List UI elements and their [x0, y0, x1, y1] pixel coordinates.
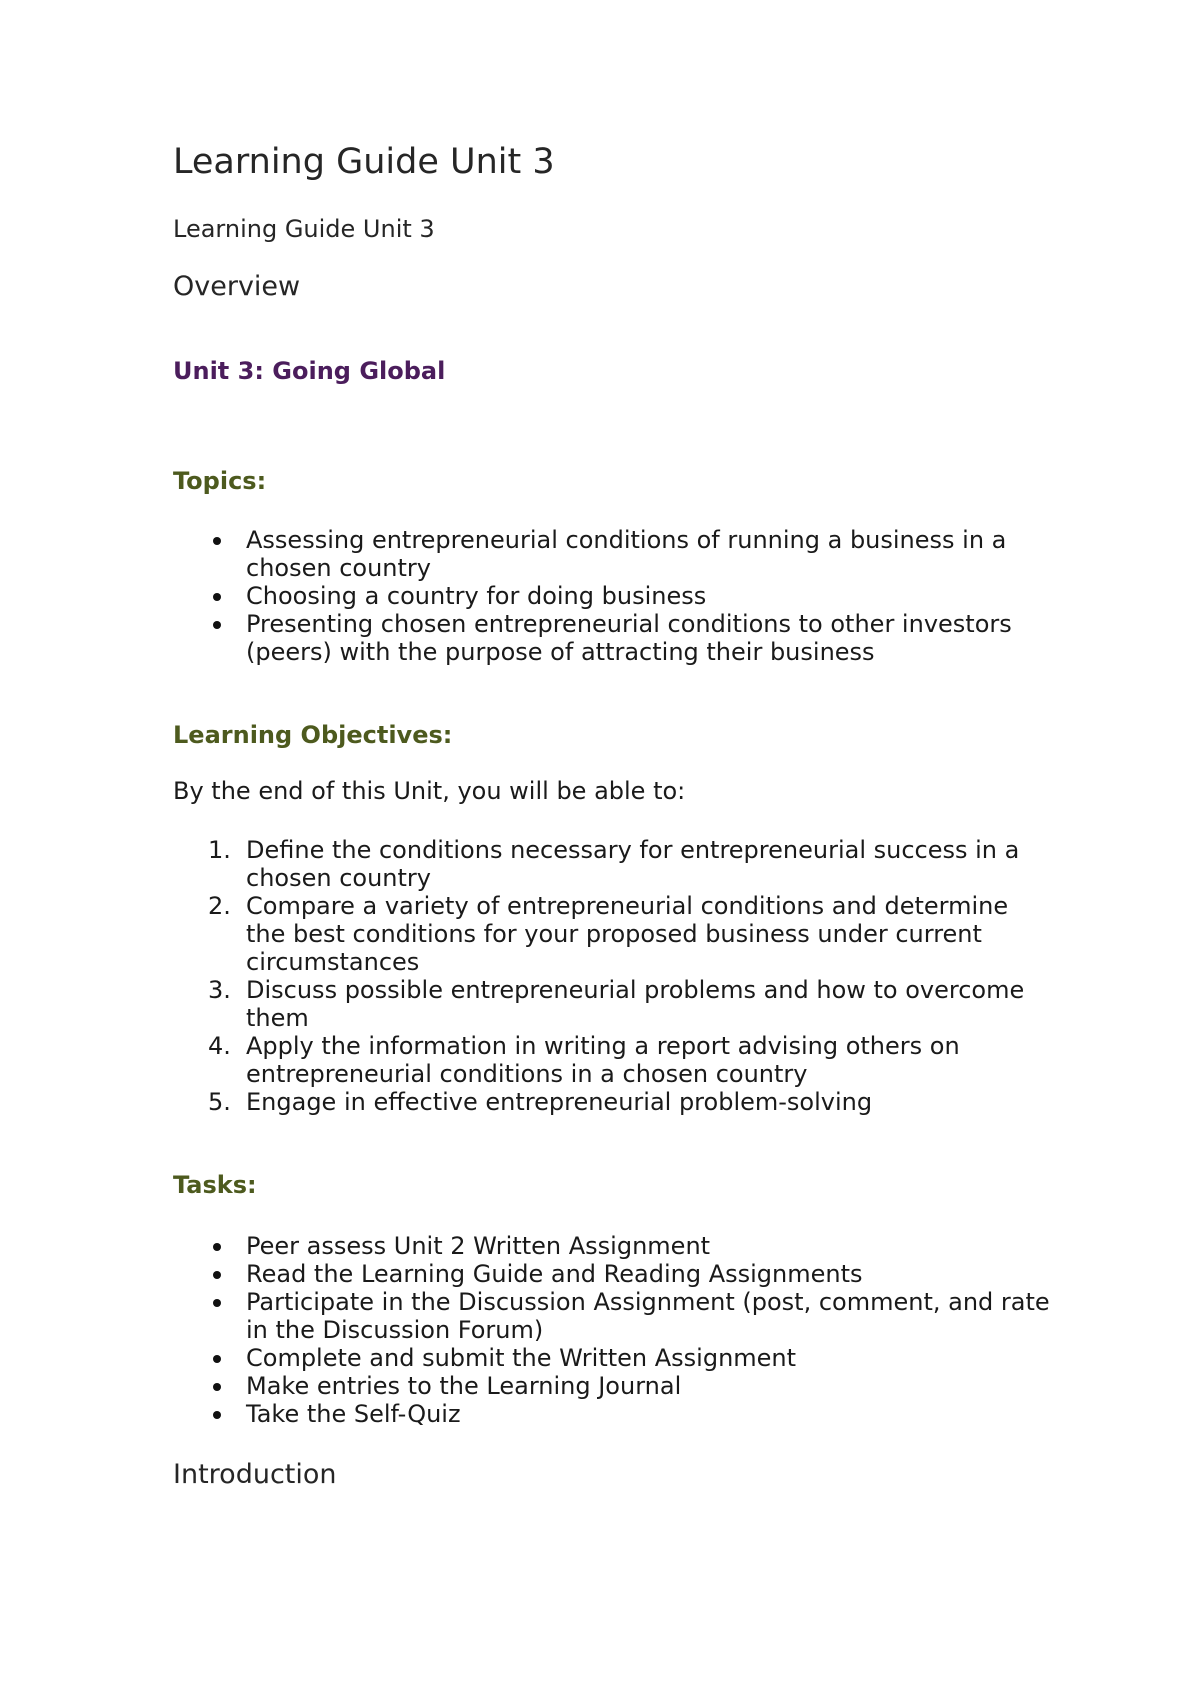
list-item-text: Engage in effective entrepreneurial problem-solving: [246, 1088, 873, 1116]
introduction-heading: Introduction: [173, 1459, 337, 1490]
objectives-intro: By the end of this Unit, you will be able to:: [173, 777, 686, 805]
list-item: Peer assess Unit 2 Written Assignment: [173, 1232, 1053, 1260]
unit-heading: Unit 3: Going Global: [173, 357, 446, 385]
objectives-list: [173, 836, 1053, 1116]
list-item-text: Compare a variety of entrepreneurial conditions and determine the best conditions for your proposed business under current circumstances: [246, 892, 1009, 976]
list-number: 3.: [208, 976, 231, 1004]
list-item: [173, 1088, 1053, 1116]
overview-heading: Overview: [173, 271, 301, 302]
tasks-heading: Tasks:: [173, 1171, 257, 1199]
objectives-heading: Learning Objectives:: [173, 721, 453, 749]
list-number: 5.: [208, 1088, 231, 1116]
tasks-list: [173, 1232, 1053, 1428]
list-item: Make entries to the Learning Journal: [173, 1372, 1053, 1400]
list-item: [173, 976, 1053, 1032]
document-subtitle: Learning Guide Unit 3: [173, 215, 435, 243]
list-item-text: Define the conditions necessary for entrepreneurial success in a chosen country: [246, 836, 1020, 892]
list-item-text: Discuss possible entrepreneurial problems and how to overcome them: [246, 976, 1025, 1032]
document-title: Learning Guide Unit 3: [173, 142, 555, 182]
list-item: Participate in the Discussion Assignment (post, comment, and rate in the Discussion Forum): [173, 1288, 1053, 1344]
list-number: 2.: [208, 892, 231, 920]
list-item: Take the Self-Quiz: [173, 1400, 1053, 1428]
list-item: Presenting chosen entrepreneurial conditions to other investors (peers) with the purpose of attracting their business: [173, 610, 1053, 666]
list-item: [173, 1032, 1053, 1088]
list-item: Assessing entrepreneurial conditions of running a business in a chosen country: [173, 526, 1053, 582]
list-item-text: Apply the information in writing a report advising others on entrepreneurial conditions in a chosen country: [246, 1032, 960, 1088]
list-number: 4.: [208, 1032, 231, 1060]
topics-heading: Topics:: [173, 467, 267, 495]
list-number: 1.: [208, 836, 231, 864]
topics-list: [173, 526, 1053, 666]
list-item: Choosing a country for doing business: [173, 582, 1053, 610]
list-item: [173, 836, 1053, 892]
list-item: Complete and submit the Written Assignment: [173, 1344, 1053, 1372]
list-item: [173, 892, 1053, 976]
list-item: Read the Learning Guide and Reading Assignments: [173, 1260, 1053, 1288]
